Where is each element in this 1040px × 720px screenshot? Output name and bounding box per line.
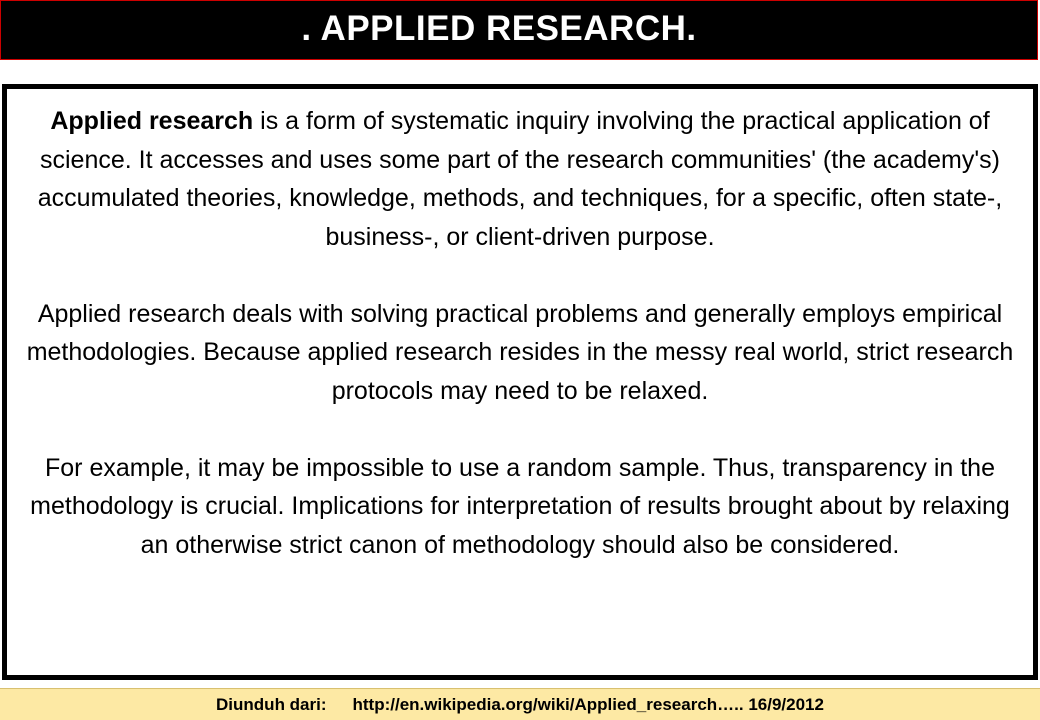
paragraph-example: For example, it may be impossible to use a random sample. Thus, transparency in the methodology is crucial. Implications for interpretation of results brought about by relaxing an otherwise strict canon of methodology should also be considered. [30, 453, 1010, 559]
title-bar [0, 0, 1038, 60]
source-footer [0, 688, 1040, 720]
source-label: Diunduh dari: [216, 694, 327, 714]
source-url: http://en.wikipedia.org/wiki/Applied_research….. 16/9/2012 [352, 694, 824, 714]
paragraph-practical-problems: Applied research deals with solving practical problems and generally employs empirical methodologies. Because applied research resides in the messy real world, strict research protocols may need to be relaxed. [26, 299, 1014, 405]
content-box [2, 84, 1038, 680]
slide-title: . APPLIED RESEARCH. [301, 9, 697, 48]
definition-lead-term: Applied research [50, 107, 254, 135]
paragraph-definition [15, 102, 1025, 256]
definition-text: is a form of systematic inquiry involving the practical application of science. It accesses and uses some part of the research communities' (the academy's) accumulated theories, knowledge, methods, and techniques, for a specific, often state-, business-, or client-driven purpose. [37, 107, 1003, 251]
